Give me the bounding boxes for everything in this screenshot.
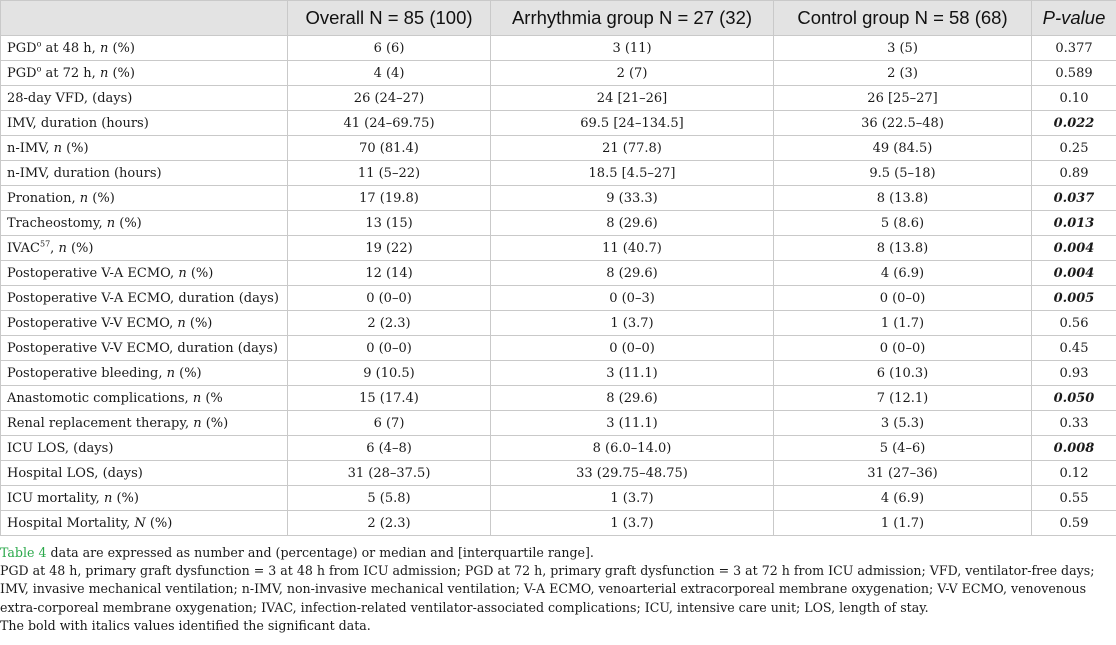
- header-pvalue: P-value: [1032, 1, 1116, 36]
- header-variable: [1, 1, 288, 36]
- cell-overall: 15 (17.4): [288, 386, 491, 411]
- cell-overall: 2 (2.3): [288, 511, 491, 536]
- cell-overall: 0 (0–0): [288, 336, 491, 361]
- cell-overall: 17 (19.8): [288, 186, 491, 211]
- cell-pvalue: 0.25: [1032, 136, 1116, 161]
- row-label: n-IMV, duration (hours): [1, 161, 288, 186]
- note-abbreviations: PGD at 48 h, primary graft dysfunction = 3 at 48 h from ICU admission; PGD at 72 h, primary graft dysfunction = 3 at 72 h from ICU admission; VFD, ventilator-free days; IMV, invasive mechanical ventilation; n-IMV, non-invasive mechanical ventilation; V-A ECMO, venoarterial extracorporeal membrane oxygenation; V-V ECMO, venovenous extra-corporeal membrane oxygenation; IVAC, infection-related ventilator-associated complications; ICU, intensive care unit; LOS, length of stay.: [0, 563, 1095, 615]
- cell-control: 5 (8.6): [774, 211, 1032, 236]
- row-label: Hospital LOS, (days): [1, 461, 288, 486]
- cell-pvalue: 0.037: [1032, 186, 1116, 211]
- cell-overall: 6 (6): [288, 36, 491, 61]
- cell-overall: 41 (24–69.75): [288, 111, 491, 136]
- cell-arrhythmia: 18.5 [4.5–27]: [491, 161, 774, 186]
- cell-control: 4 (6.9): [774, 486, 1032, 511]
- cell-arrhythmia: 8 (29.6): [491, 261, 774, 286]
- cell-pvalue: 0.005: [1032, 286, 1116, 311]
- cell-pvalue: 0.56: [1032, 311, 1116, 336]
- cell-control: 3 (5): [774, 36, 1032, 61]
- cell-overall: 6 (7): [288, 411, 491, 436]
- cell-control: 8 (13.8): [774, 236, 1032, 261]
- cell-pvalue: 0.55: [1032, 486, 1116, 511]
- cell-pvalue: 0.004: [1032, 261, 1116, 286]
- cell-pvalue: 0.93: [1032, 361, 1116, 386]
- table-row: [1, 186, 1116, 211]
- row-label: PGD$^o$ at 72 h, n (%): [1, 61, 288, 86]
- cell-arrhythmia: 24 [21–26]: [491, 86, 774, 111]
- cell-control: 3 (5.3): [774, 411, 1032, 436]
- table-row: [1, 461, 1116, 486]
- cell-overall: 13 (15): [288, 211, 491, 236]
- cell-pvalue: 0.45: [1032, 336, 1116, 361]
- header-arrhythmia: Arrhythmia group N = 27 (32): [491, 1, 774, 36]
- cell-control: 49 (84.5): [774, 136, 1032, 161]
- row-label: Postoperative V-A ECMO, duration (days): [1, 286, 288, 311]
- table-row: [1, 286, 1116, 311]
- cell-pvalue: 0.589: [1032, 61, 1116, 86]
- cell-overall: 19 (22): [288, 236, 491, 261]
- table-row: [1, 336, 1116, 361]
- row-label: Postoperative V-V ECMO, duration (days): [1, 336, 288, 361]
- cell-arrhythmia: 8 (6.0–14.0): [491, 436, 774, 461]
- cell-overall: 4 (4): [288, 61, 491, 86]
- cell-arrhythmia: 8 (29.6): [491, 386, 774, 411]
- cell-arrhythmia: 0 (0–3): [491, 286, 774, 311]
- table-row: [1, 211, 1116, 236]
- cell-control: 1 (1.7): [774, 311, 1032, 336]
- cell-pvalue: 0.008: [1032, 436, 1116, 461]
- cell-overall: 70 (81.4): [288, 136, 491, 161]
- table-row: [1, 386, 1116, 411]
- table-row: [1, 311, 1116, 336]
- table-row: [1, 161, 1116, 186]
- cell-arrhythmia: 33 (29.75–48.75): [491, 461, 774, 486]
- row-label: Tracheostomy, n (%): [1, 211, 288, 236]
- table-row: [1, 236, 1116, 261]
- cell-arrhythmia: 1 (3.7): [491, 311, 774, 336]
- cell-overall: 5 (5.8): [288, 486, 491, 511]
- table-row: [1, 86, 1116, 111]
- table-row: [1, 261, 1116, 286]
- cell-control: 5 (4–6): [774, 436, 1032, 461]
- cell-control: 0 (0–0): [774, 336, 1032, 361]
- cell-pvalue: 0.050: [1032, 386, 1116, 411]
- cell-overall: 0 (0–0): [288, 286, 491, 311]
- cell-pvalue: 0.10: [1032, 86, 1116, 111]
- cell-arrhythmia: 1 (3.7): [491, 486, 774, 511]
- cell-control: 6 (10.3): [774, 361, 1032, 386]
- cell-arrhythmia: 3 (11.1): [491, 361, 774, 386]
- cell-control: 7 (12.1): [774, 386, 1032, 411]
- cell-control: 31 (27–36): [774, 461, 1032, 486]
- cell-pvalue: 0.12: [1032, 461, 1116, 486]
- row-label: Postoperative V-V ECMO, n (%): [1, 311, 288, 336]
- table-link[interactable]: Table 4: [0, 545, 47, 560]
- cell-pvalue: 0.33: [1032, 411, 1116, 436]
- table-row: [1, 111, 1116, 136]
- cell-arrhythmia: 21 (77.8): [491, 136, 774, 161]
- cell-overall: 6 (4–8): [288, 436, 491, 461]
- cell-overall: 9 (10.5): [288, 361, 491, 386]
- cell-control: 1 (1.7): [774, 511, 1032, 536]
- cell-pvalue: 0.377: [1032, 36, 1116, 61]
- cell-arrhythmia: 11 (40.7): [491, 236, 774, 261]
- note-line-1: Table 4 data are expressed as number and (percentage) or median and [interquartile range].: [0, 545, 594, 560]
- table-body: [1, 36, 1116, 536]
- table-row: [1, 36, 1116, 61]
- cell-control: 36 (22.5–48): [774, 111, 1032, 136]
- row-label: Postoperative bleeding, n (%): [1, 361, 288, 386]
- cell-pvalue: 0.013: [1032, 211, 1116, 236]
- cell-arrhythmia: 0 (0–0): [491, 336, 774, 361]
- note-significance: The bold with italics values identified the significant data.: [0, 617, 371, 633]
- cell-control: 9.5 (5–18): [774, 161, 1032, 186]
- cell-arrhythmia: 3 (11): [491, 36, 774, 61]
- row-label: Renal replacement therapy, n (%): [1, 411, 288, 436]
- table-row: [1, 361, 1116, 386]
- table-row: [1, 436, 1116, 461]
- cell-pvalue: 0.89: [1032, 161, 1116, 186]
- header-overall: Overall N = 85 (100): [288, 1, 491, 36]
- cell-arrhythmia: 9 (33.3): [491, 186, 774, 211]
- row-label: ICU LOS, (days): [1, 436, 288, 461]
- cell-overall: 31 (28–37.5): [288, 461, 491, 486]
- cell-arrhythmia: 69.5 [24–134.5]: [491, 111, 774, 136]
- cell-control: 4 (6.9): [774, 261, 1032, 286]
- table-header-row: [1, 1, 1116, 36]
- row-label: 28-day VFD, (days): [1, 86, 288, 111]
- row-label: Anastomotic complications, n (%: [1, 386, 288, 411]
- cell-arrhythmia: 3 (11.1): [491, 411, 774, 436]
- cell-overall: 2 (2.3): [288, 311, 491, 336]
- cell-pvalue: 0.004: [1032, 236, 1116, 261]
- cell-overall: 12 (14): [288, 261, 491, 286]
- cell-pvalue: 0.59: [1032, 511, 1116, 536]
- cell-pvalue: 0.022: [1032, 111, 1116, 136]
- table-row: [1, 136, 1116, 161]
- cell-overall: 26 (24–27): [288, 86, 491, 111]
- cell-arrhythmia: 1 (3.7): [491, 511, 774, 536]
- table-row: [1, 61, 1116, 86]
- row-label: Hospital Mortality, N (%): [1, 511, 288, 536]
- cell-control: 8 (13.8): [774, 186, 1032, 211]
- row-label: Pronation, n (%): [1, 186, 288, 211]
- table-row: [1, 486, 1116, 511]
- table-row: [1, 411, 1116, 436]
- table-notes: [0, 544, 1110, 635]
- row-label: Postoperative V-A ECMO, n (%): [1, 261, 288, 286]
- cell-arrhythmia: 2 (7): [491, 61, 774, 86]
- cell-control: 26 [25–27]: [774, 86, 1032, 111]
- cell-arrhythmia: 8 (29.6): [491, 211, 774, 236]
- row-label: IMV, duration (hours): [1, 111, 288, 136]
- row-label: PGD$^o$ at 48 h, n (%): [1, 36, 288, 61]
- cell-overall: 11 (5–22): [288, 161, 491, 186]
- table-row: [1, 511, 1116, 536]
- cell-control: 0 (0–0): [774, 286, 1032, 311]
- row-label: n-IMV, n (%): [1, 136, 288, 161]
- row-label: IVAC$^{57}$, n (%): [1, 236, 288, 261]
- cell-control: 2 (3): [774, 61, 1032, 86]
- header-control: Control group N = 58 (68): [774, 1, 1032, 36]
- row-label: ICU mortality, n (%): [1, 486, 288, 511]
